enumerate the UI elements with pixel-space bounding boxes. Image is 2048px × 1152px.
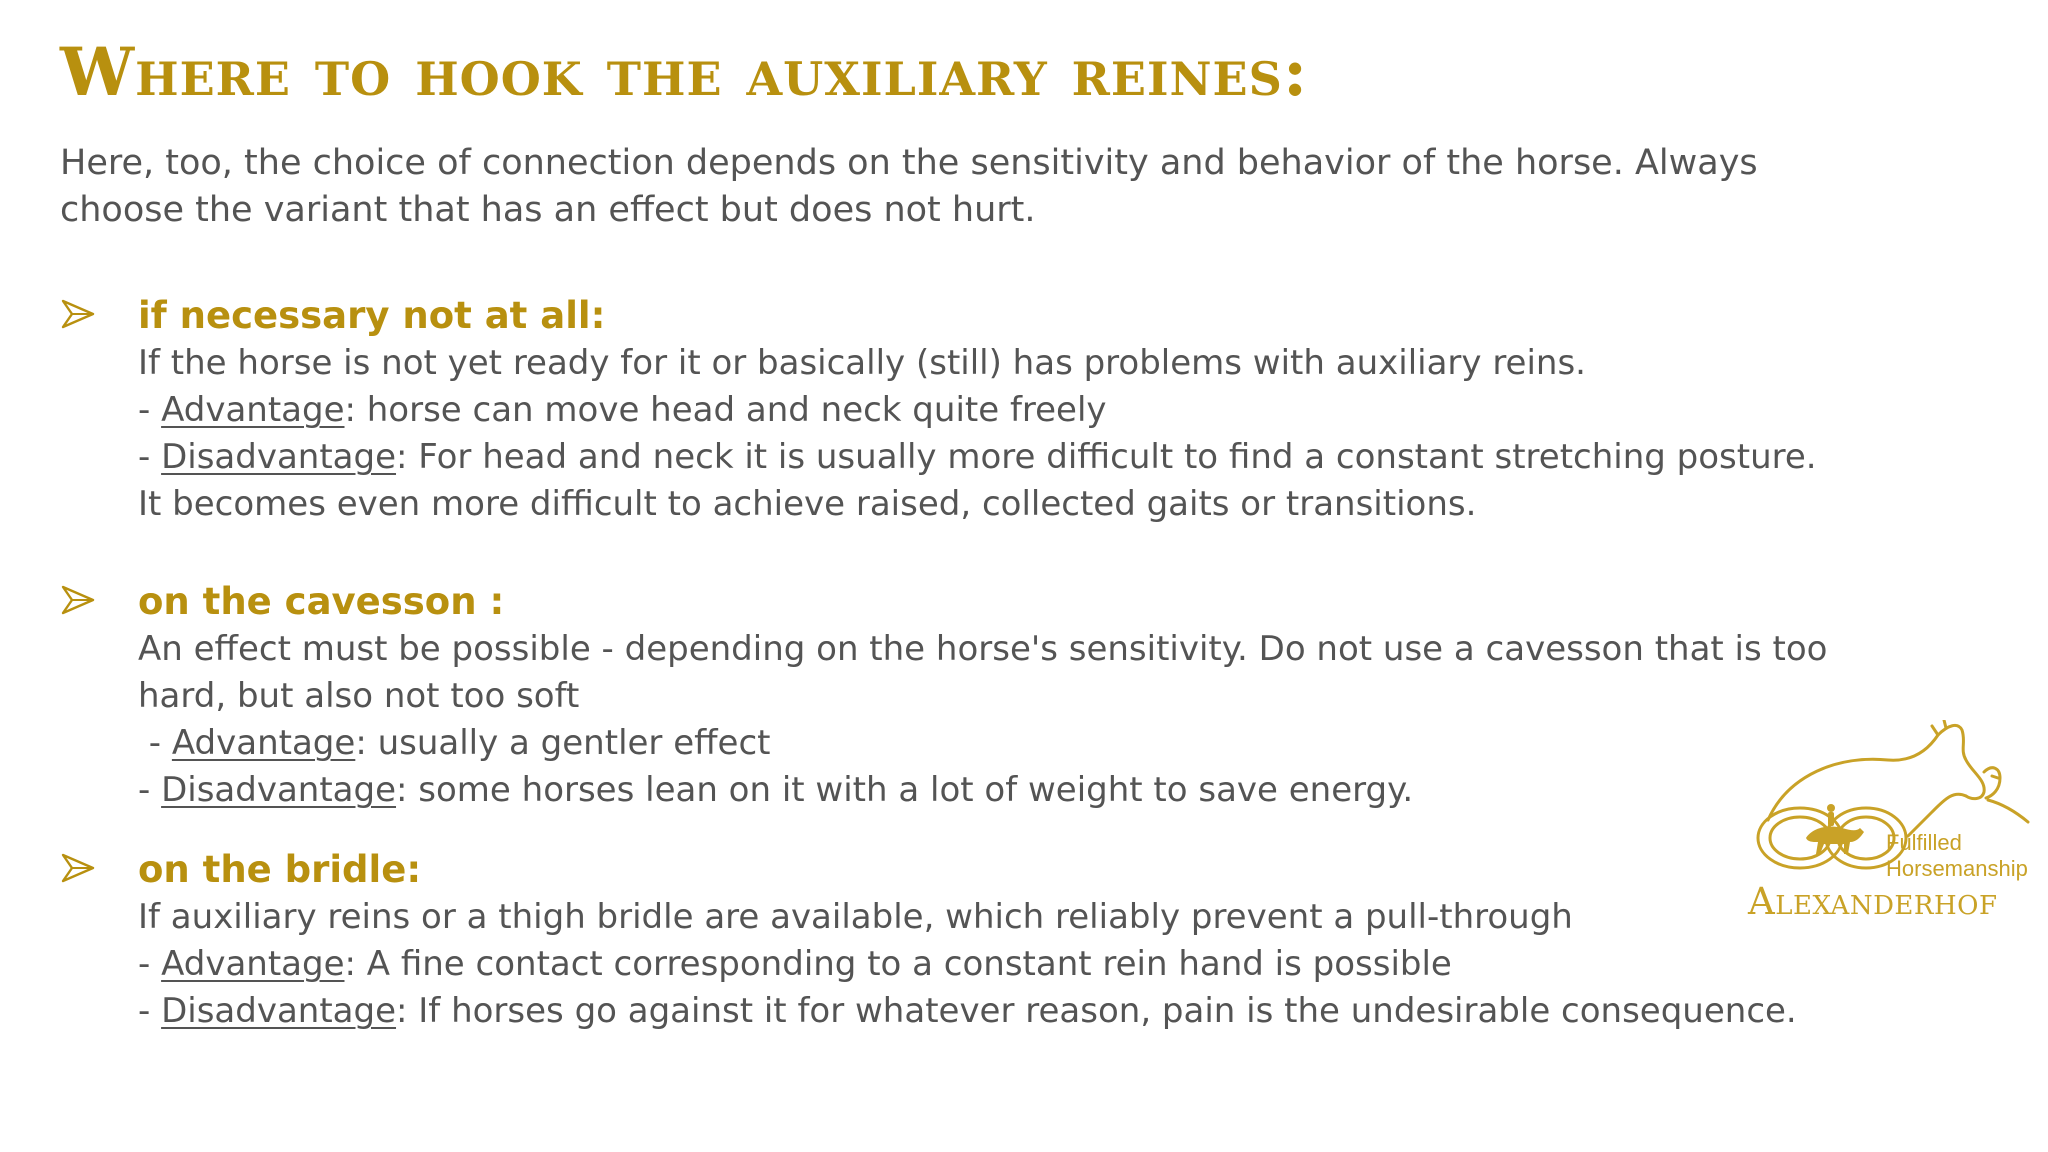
advantage-label: Advantage	[171, 723, 356, 763]
advantage-line	[138, 387, 1898, 434]
arrow-bullet-icon	[60, 296, 96, 332]
section-heading: if necessary not at all:	[138, 294, 606, 337]
section-body	[138, 626, 1898, 814]
logo-tagline	[1886, 830, 2028, 882]
section-description: If the horse is not yet ready for it or basically (still) has problems with auxiliary reins.	[138, 343, 1586, 383]
section-description: An effect must be possible - depending on the horse's sensitivity. Do not use a cavesson that is too hard, but also not too soft	[138, 629, 1828, 716]
arrow-bullet-icon	[60, 582, 96, 618]
advantage-text: : usually a gentler effect	[355, 723, 771, 763]
advantage-prefix: -	[138, 723, 172, 763]
section-extra: It becomes even more difficult to achieve raised, collected gaits or transitions.	[138, 484, 1477, 524]
intro-text: Here, too, the choice of connection depends on the sensitivity and behavior of the horse. Always choose the variant that has an effect but does not hurt.	[60, 143, 1758, 230]
disadvantage-text: : For head and neck it is usually more difficult to find a constant stretching posture.	[396, 437, 1817, 477]
section-heading: on the bridle:	[138, 848, 422, 891]
logo-tagline-line2: Horsemanship	[1886, 856, 2028, 881]
section-body	[138, 340, 1898, 528]
advantage-prefix: -	[138, 944, 162, 984]
disadvantage-prefix: -	[138, 991, 162, 1031]
advantage-prefix: -	[138, 390, 162, 430]
disadvantage-label: Disadvantage	[161, 770, 397, 810]
slide-title: Where to hook the auxiliary reines:	[60, 33, 1309, 111]
section-description: If auxiliary reins or a thigh bridle are available, which reliably prevent a pull-through	[138, 897, 1573, 937]
logo-name: Alexanderhof	[1748, 880, 1998, 923]
logo-tagline-line1: Fulfilled	[1886, 830, 1962, 855]
advantage-text: : horse can move head and neck quite freely	[344, 390, 1107, 430]
disadvantage-line	[138, 767, 1898, 814]
advantage-line	[138, 720, 1898, 767]
advantage-line	[138, 941, 1898, 988]
disadvantage-prefix: -	[138, 437, 162, 477]
alexanderhof-logo	[1748, 720, 2048, 930]
advantage-label: Advantage	[161, 944, 345, 984]
disadvantage-label: Disadvantage	[161, 991, 397, 1031]
advantage-text: : A fine contact corresponding to a constant rein hand is possible	[344, 944, 1452, 984]
disadvantage-text: : some horses lean on it with a lot of weight to save energy.	[396, 770, 1414, 810]
advantage-label: Advantage	[161, 390, 345, 430]
disadvantage-prefix: -	[138, 770, 162, 810]
section-body	[138, 894, 1898, 1035]
disadvantage-text: : If horses go against it for whatever reason, pain is the undesirable consequence.	[396, 991, 1797, 1031]
disadvantage-line	[138, 988, 1898, 1035]
disadvantage-line	[138, 434, 1898, 481]
disadvantage-label: Disadvantage	[161, 437, 397, 477]
arrow-bullet-icon	[60, 850, 96, 886]
section-heading: on the cavesson :	[138, 580, 505, 623]
